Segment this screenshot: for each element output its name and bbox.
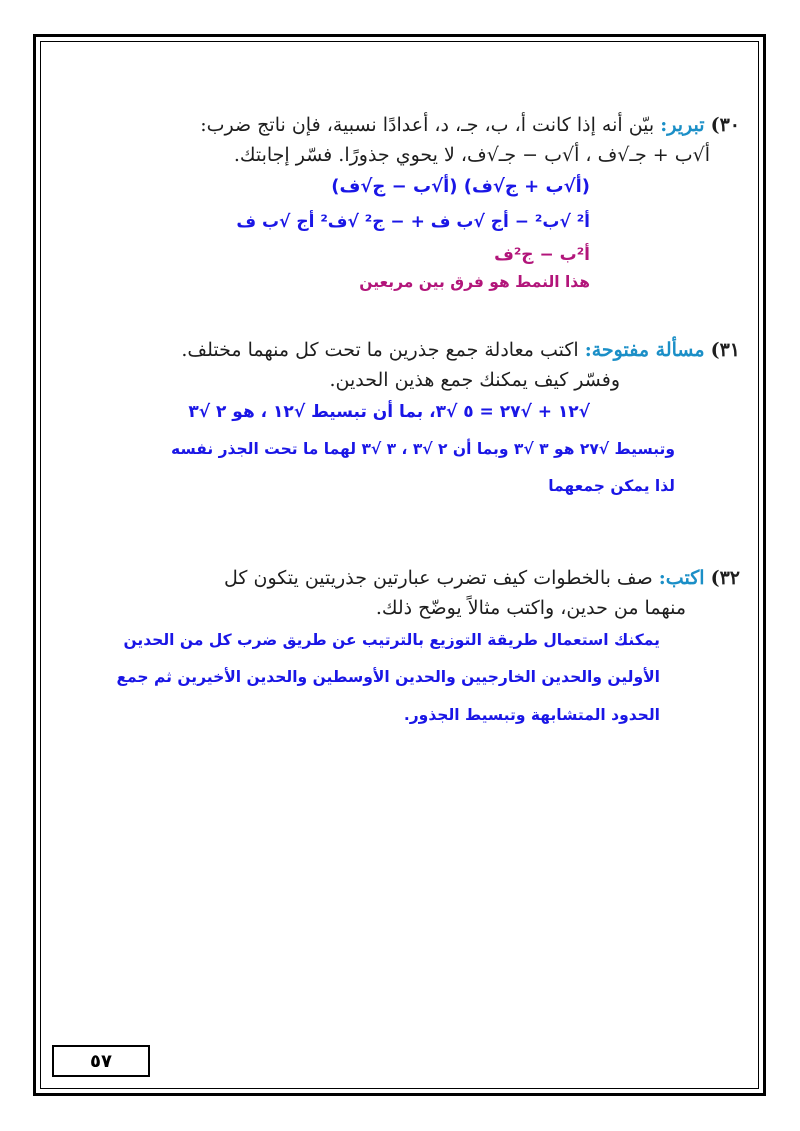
question-32-line-1 xyxy=(70,563,740,593)
answer-line: وتبسيط √٢٧ هو ٣ √٣ وبما أن ٢ √٣ ، ٣ √٣ لهما ما تحت الجذر نفسه xyxy=(171,440,675,458)
question-31 xyxy=(70,335,740,563)
question-30 xyxy=(70,110,740,335)
question-prompt: بيّن أنه إذا كانت أ، ب، جـ، د، أعدادًا نسبية، فإن ناتج ضرب: xyxy=(200,114,655,136)
answer-line: أ²ب − ج²ف xyxy=(494,245,590,265)
question-30-line-1 xyxy=(70,110,740,140)
answer-line: يمكنك استعمال طريقة التوزيع بالترتيب عن طريق ضرب كل من الحدين xyxy=(123,631,660,649)
question-number: ٣١) xyxy=(710,339,740,361)
question-31-line-1 xyxy=(70,335,740,365)
question-prompt: أ√ب + جـ√ف ، أ√ب − جـ√ف، لا يحوي جذورًا. فسّر إجابتك. xyxy=(233,144,710,166)
question-label: اكتب: xyxy=(658,567,705,589)
page-number: ٥٧ xyxy=(90,1050,112,1072)
question-prompt: منهما من حدين، واكتب مثالاً يوضّح ذلك. xyxy=(375,597,686,619)
question-label: تبرير: xyxy=(660,114,705,136)
question-prompt: اكتب معادلة جمع جذرين ما تحت كل منهما مختلف. xyxy=(181,339,579,361)
answer-line: الأولين والحدين الخارجيين والحدين الأوسطين والحدين الأخيرين ثم جمع xyxy=(116,668,660,686)
page-number-box xyxy=(52,1045,150,1077)
question-number: ٣٢) xyxy=(710,567,740,589)
answer-line: √١٢ + √٢٧ = ٥ √٣، بما أن تبسيط √١٢ ، هو ٢ √٣ xyxy=(188,402,590,422)
question-prompt: صف بالخطوات كيف تضرب عبارتين جذريتين يتكون كل xyxy=(224,567,653,589)
question-32 xyxy=(70,563,740,733)
answer-line: هذا النمط هو فرق بين مربعين xyxy=(359,273,590,291)
question-label: مسألة مفتوحة: xyxy=(584,339,705,361)
question-prompt: وفسّر كيف يمكنك جمع هذين الحدين. xyxy=(329,369,620,391)
answer-line: لذا يمكن جمعهما xyxy=(548,477,675,495)
answer-line: الحدود المتشابهة وتبسيط الجذور. xyxy=(403,706,660,724)
answer-line: أ² √ب² − أج √ب ف + − ج² √ف² أج √ب ف xyxy=(236,212,590,232)
answer-line: (أ√ب + ج√ف) (أ√ب − ج√ف) xyxy=(331,176,590,197)
question-number: ٣٠) xyxy=(710,114,740,136)
page-content xyxy=(70,110,740,733)
